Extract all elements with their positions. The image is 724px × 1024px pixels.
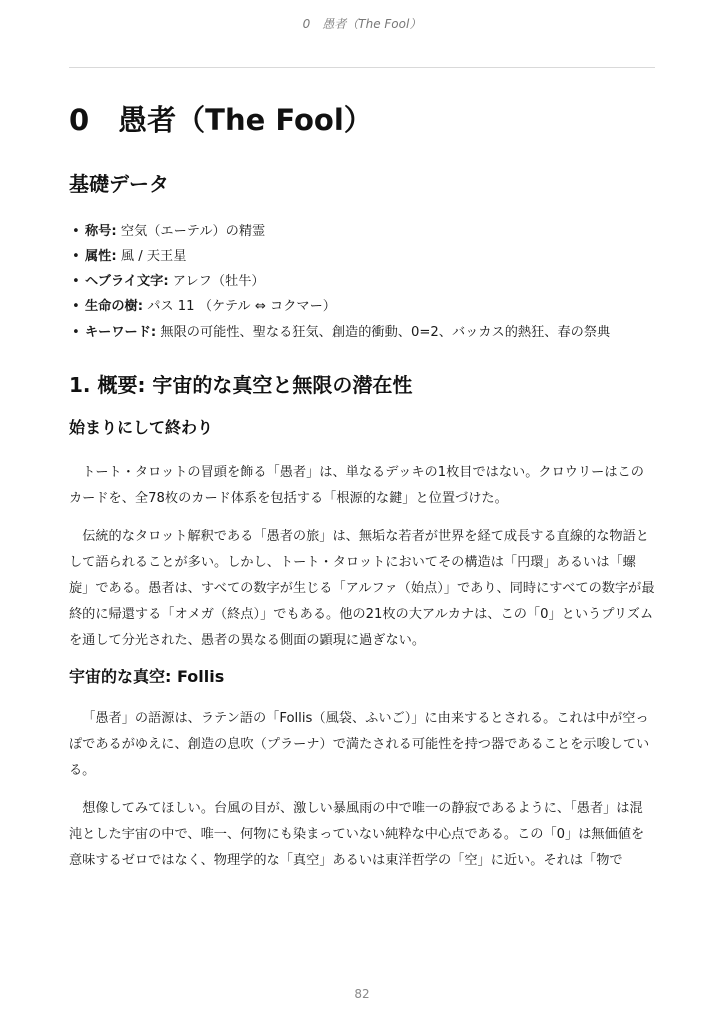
list-item [72,219,655,244]
body-paragraph: 伝統的なタロット解釈である「愚者の旅」は、無垢な若者が世界を経て成長する直線的な物語として語られることが多い。しかし、トート・タロットにおいてその構造は「円環」あるいは「螺旋」である。愚者は、すべての数字が生じる「アルファ（始点）」であり、同時にすべての数字が最終的に帰還する「オメガ（終点）」でもある。他の21枚の大アルカナは、この「0」というプリズムを通して分光された、愚者の異なる側面の顕現に過ぎない。 [69,529,655,649]
bullet-icon: • [72,324,80,340]
bullet-icon: • [72,299,80,315]
page-number: 82 [354,987,370,1001]
fact-value: 風 / 天王星 [116,249,187,264]
bullet-icon: • [72,223,80,239]
fact-key: 属性: [85,249,117,264]
body-paragraph: 想像してみてほしい。台風の目が、激しい暴風雨の中で唯一の静寂であるように、「愚者」は混沌とした宇宙の中で、唯一、何物にも染まっていない純粋な中心点である。この「0」は無価値を意味するゼロではなく、物理学的な「真空」あるいは東洋哲学の「空」に近い。それは「物で [69,800,645,868]
fact-key: キーワード: [85,324,157,340]
list-item [72,244,655,269]
section-heading: 1. 概要: 宇宙的な真空と無限の潜在性 [69,372,413,397]
fact-value: 無限の可能性、聖なる狂気、創造的衝動、0=2、バッカス的熱狂、春の祭典 [156,324,611,340]
list-item [72,294,655,319]
fact-value: 空気（エーテル）の精霊 [116,223,266,239]
page-content [69,103,655,886]
chapter-title: 0 愚者（The Fool） [69,103,373,137]
bullet-icon: • [72,249,80,264]
running-header: 0 愚者（The Fool） [302,17,422,31]
fact-key: 称号: [85,223,117,239]
subsection-heading: 始まりにして終わり [69,417,214,437]
fact-key: 生命の樹: [85,299,144,315]
fact-key: ヘブライ文字: [85,274,169,290]
list-item [72,269,655,294]
header-divider [69,67,655,68]
body-paragraph: 「愚者」の語源は、ラテン語の「Follis（風袋、ふいご）」に由来するとされる。これは中が空っぽであるがゆえに、創造の息吹（プラーナ）で満たされる可能性を持つ器であることを示唆している。 [69,710,650,778]
subsection-heading: 宇宙的な真空: Follis [69,667,225,687]
bullet-icon: • [72,274,80,290]
body-paragraph: トート・タロットの冒頭を飾る「愚者」は、単なるデッキの1枚目ではない。クロウリーはこのカードを、全78枚のカード体系を包括する「根源的な鍵」と位置づけた。 [69,465,644,507]
basics-heading: 基礎データ [69,171,169,196]
fact-value: パス 11 （ケテル ⇔ コクマー） [143,299,336,315]
list-item [72,320,655,345]
fact-value: アレフ（牡牛） [168,274,265,290]
basics-list [69,219,655,345]
